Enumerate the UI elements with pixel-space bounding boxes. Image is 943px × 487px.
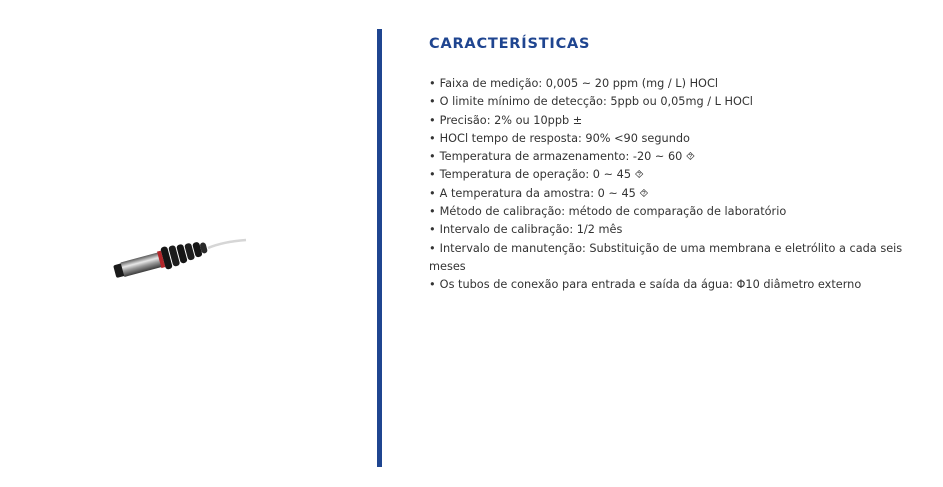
bullet: •	[429, 241, 436, 255]
list-item	[429, 130, 909, 148]
bullet: •	[429, 113, 436, 127]
product-image	[100, 215, 260, 285]
spec-text: Faixa de medição: 0,005 ~ 20 ppm (mg / L) HOCl	[439, 77, 718, 90]
bullet: •	[429, 95, 436, 109]
bullet: •	[429, 278, 436, 292]
spec-text: Intervalo de manutenção: Substituição de uma membrana e eletrólito a cada seis meses	[429, 241, 903, 273]
spec-text: Temperatura de operação: 0 ~ 45 ⯑	[439, 168, 644, 182]
bullet: •	[429, 186, 436, 200]
section-title: CARACTERÍSTICAS	[429, 36, 591, 52]
list-item	[429, 166, 909, 184]
spec-text: A temperatura da amostra: 0 ~ 45 ⯑	[439, 186, 649, 200]
bullet: •	[429, 150, 436, 164]
list-item	[429, 185, 909, 203]
spec-list	[429, 75, 909, 295]
bullet: •	[429, 131, 436, 145]
list-item	[429, 203, 909, 221]
list-item	[429, 221, 909, 239]
list-item	[429, 75, 909, 93]
bullet: •	[429, 223, 436, 237]
spec-text: Precisão: 2% ou 10ppb ±	[439, 113, 583, 127]
list-item	[429, 93, 909, 111]
sensor-probe-icon	[100, 215, 260, 285]
characteristics-section	[429, 35, 909, 295]
spec-text: O limite mínimo de detecção: 5ppb ou 0,05mg / L HOCl	[439, 95, 753, 109]
list-item	[429, 240, 909, 277]
list-item	[429, 112, 909, 130]
spec-text: Temperatura de armazenamento: -20 ~ 60 ⯑	[439, 150, 695, 164]
spec-text: HOCl tempo de resposta: 90% <90 segundo	[439, 131, 690, 145]
bullet: •	[429, 205, 436, 219]
list-item	[429, 276, 909, 294]
spec-text: Intervalo de calibração: 1/2 mês	[439, 223, 623, 237]
spec-text: Método de calibração: método de comparação de laboratório	[439, 205, 787, 219]
vertical-divider	[377, 29, 382, 467]
spec-text: Os tubos de conexão para entrada e saída da água: Φ10 diâmetro externo	[439, 278, 862, 292]
bullet: •	[429, 168, 436, 182]
list-item	[429, 148, 909, 166]
bullet: •	[429, 77, 436, 90]
